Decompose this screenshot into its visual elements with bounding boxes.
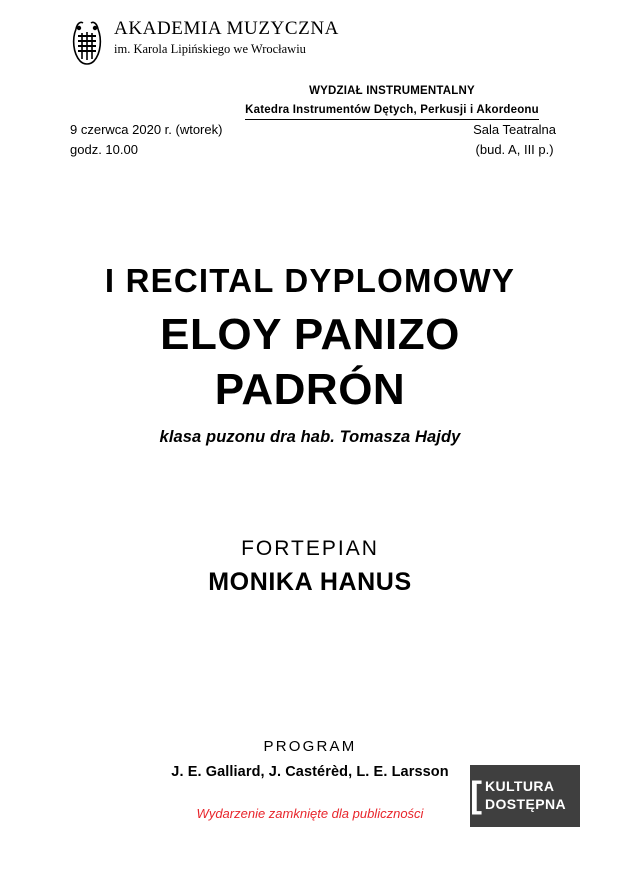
kultura-dostepna-badge (470, 765, 580, 827)
program-composers: J. E. Galliard, J. Castérèd, L. E. Larsson (171, 764, 449, 780)
venue-name: Sala Teatralna (473, 122, 556, 137)
faculty-block (222, 84, 562, 120)
bracket-icon: [ (470, 773, 482, 815)
badge-line1: KULTURA (485, 778, 555, 794)
recital-title: I RECITAL DYPLOMOWY (104, 262, 516, 299)
public-notice: Wydarzenie zamknięte dla publiczności (196, 806, 424, 821)
main-title-block (0, 262, 620, 447)
academy-logo-row (0, 14, 620, 67)
event-venue (473, 120, 558, 160)
accompanist-block (0, 535, 620, 597)
class-info: klasa puzonu dra hab. Tomasza Hajdy (159, 427, 461, 446)
faculty-name: WYDZIAŁ INSTRUMENTALNY (309, 85, 475, 97)
pianist-name: MONIKA HANUS (208, 568, 412, 597)
venue-detail: (bud. A, III p.) (475, 142, 554, 158)
department-name: Katedra Instrumentów Dętych, Perkusji i Akordeonu (245, 103, 539, 121)
academy-text-block (114, 14, 339, 57)
event-time: godz. 10.00 (70, 142, 138, 158)
event-date: 9 czerwca 2020 r. (wtorek) (70, 122, 223, 137)
lyre-icon (70, 15, 104, 67)
academy-name: AKADEMIA MUZYCZNA (114, 18, 339, 39)
academy-subtitle: im. Karola Lipińskiego we Wrocławiu (114, 41, 306, 56)
event-datetime (70, 120, 222, 160)
event-info-row (0, 120, 620, 160)
poster-header (0, 14, 620, 116)
badge-words (485, 778, 580, 814)
program-label: PROGRAM (263, 738, 357, 755)
student-name-line1: ELOY PANIZO (160, 309, 460, 359)
badge-inner (470, 773, 580, 815)
student-name-line2: PADRÓN (214, 364, 406, 414)
piano-label: FORTEPIAN (241, 537, 379, 560)
badge-line2: DOSTĘPNA (485, 796, 566, 812)
